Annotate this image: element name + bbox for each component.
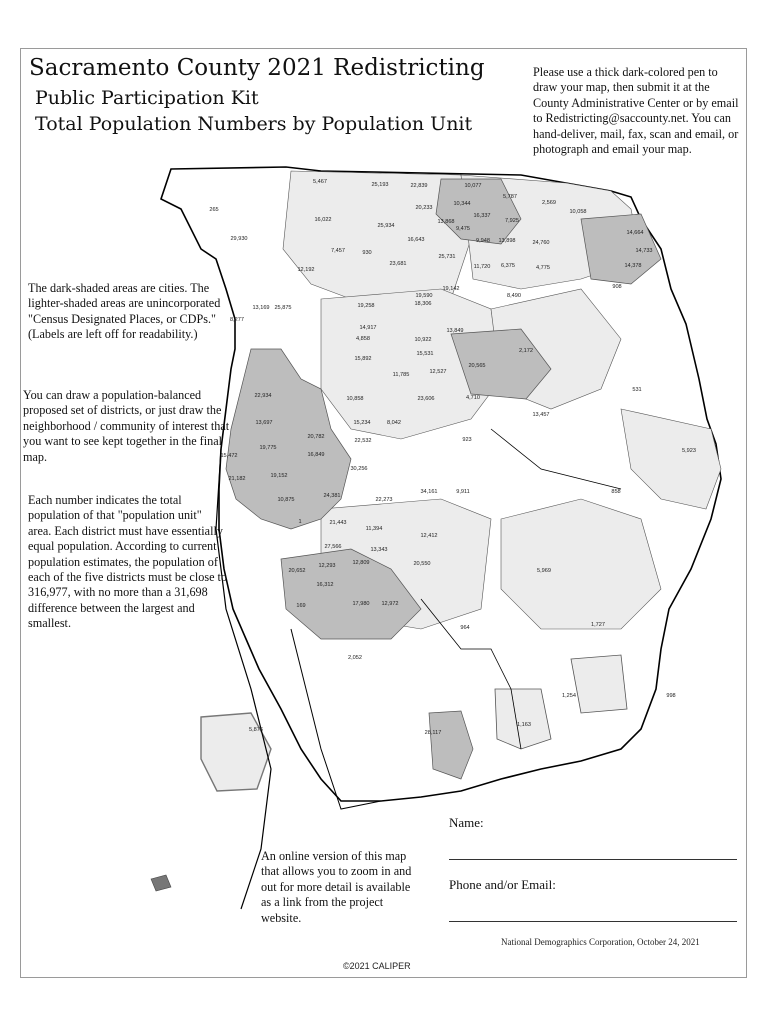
population-unit-label: 28,117 xyxy=(424,730,442,736)
population-unit-label: 15,531 xyxy=(416,351,434,357)
population-unit-label: 22,532 xyxy=(354,438,372,444)
population-unit-label: 12,972 xyxy=(381,601,399,607)
copyright-text: ©2021 CALIPER xyxy=(343,961,411,971)
draw-instructions-text: You can draw a population-balanced proposed set of districts, or just draw the neighborhood / community of interest that you want to see kept together in the final map. xyxy=(23,388,230,464)
legend-labels-text: (Labels are left off for readability.) xyxy=(28,327,198,342)
population-unit-label: 20,233 xyxy=(415,205,433,211)
population-unit-label: 8,042 xyxy=(387,420,401,426)
population-unit-label: 19,142 xyxy=(442,286,460,292)
population-unit-label: 29,930 xyxy=(230,236,248,242)
legend-note xyxy=(28,281,228,343)
population-unit-label: 6,375 xyxy=(501,263,515,269)
population-unit-label: 13,849 xyxy=(446,328,464,334)
population-unit-label: 34,161 xyxy=(420,489,438,495)
population-unit-label: 5,467 xyxy=(313,179,327,185)
population-unit-label: 1,254 xyxy=(562,693,576,699)
population-unit-label: 22,839 xyxy=(410,183,428,189)
population-unit-label: 12,527 xyxy=(429,369,447,375)
population-unit-label: 14,664 xyxy=(626,230,644,236)
population-unit-label: 7,457 xyxy=(331,248,345,254)
population-unit-label: 858 xyxy=(611,489,621,495)
population-unit-label: 12,412 xyxy=(420,533,438,539)
population-unit-label: 19,152 xyxy=(270,473,288,479)
population-unit-label: 531 xyxy=(632,387,642,393)
page-subtitle-kit: Public Participation Kit xyxy=(35,87,259,109)
population-unit-label: 16,849 xyxy=(307,452,325,458)
population-unit-label: 25,934 xyxy=(377,223,395,229)
population-unit-label: 8,490 xyxy=(507,293,521,299)
population-unit-label: 23,681 xyxy=(389,261,407,267)
population-unit-label: 23,606 xyxy=(417,396,435,402)
population-unit-label: 24,760 xyxy=(532,240,550,246)
population-explanation-text: Each number indicates the total population of that "population unit" area. Each district must have essentially equal population. According to current population estimates, the population of each of the five districts must be close to 316,977, with no more than a 31,698 difference between the largest and smallest. xyxy=(28,493,228,631)
population-unit-label: 12,293 xyxy=(318,563,336,569)
instructions-text: Please use a thick dark-colored pen to draw your map, then submit it at the County Administrative Center or by email to Redistricting@saccounty.net. You can hand-deliver, mail, fax, scan and email, or photograph and email your map. xyxy=(533,65,739,157)
population-unit-label: 5,787 xyxy=(503,194,517,200)
population-unit-label: 20,565 xyxy=(468,363,486,369)
population-unit-label: 5,969 xyxy=(537,568,551,574)
population-unit-label: 15,234 xyxy=(353,420,371,426)
population-unit-label: 908 xyxy=(612,284,622,290)
population-unit-label: 12,809 xyxy=(352,560,370,566)
population-unit-label: 10,058 xyxy=(569,209,587,215)
population-unit-label: 17,980 xyxy=(352,601,370,607)
population-unit-label: 16,022 xyxy=(314,217,332,223)
population-unit-label: 10,922 xyxy=(414,337,432,343)
population-unit-label: 20,550 xyxy=(413,561,431,567)
population-unit-label: 5,876 xyxy=(249,727,263,733)
page-title: Sacramento County 2021 Redistricting xyxy=(29,55,485,81)
population-unit-label: 930 xyxy=(362,250,372,256)
population-unit-label: 1,163 xyxy=(517,722,531,728)
population-unit-label: 13,457 xyxy=(532,412,550,418)
population-unit-label: 11,394 xyxy=(365,526,383,532)
population-unit-label: 4,710 xyxy=(466,395,480,401)
population-unit-label: 14,378 xyxy=(624,263,642,269)
population-unit-label: 265 xyxy=(209,207,219,213)
population-unit-label: 21,443 xyxy=(329,520,347,526)
population-unit-label: 19,775 xyxy=(259,445,277,451)
population-unit-label: 21,182 xyxy=(228,476,246,482)
population-unit-label: 24,381 xyxy=(323,493,341,499)
population-unit-label: 8,277 xyxy=(230,317,244,323)
population-unit-label: 10,875 xyxy=(277,497,295,503)
population-unit-label: 1,727 xyxy=(591,622,605,628)
population-unit-label: 18,306 xyxy=(414,301,432,307)
population-unit-label: 20,782 xyxy=(307,434,325,440)
population-unit-label: 923 xyxy=(462,437,472,443)
population-unit-label: 2,052 xyxy=(348,655,362,661)
population-unit-label: 27,566 xyxy=(324,544,342,550)
population-unit-label: 25,875 xyxy=(274,305,292,311)
population-unit-label: 25,193 xyxy=(371,182,389,188)
population-unit-label: 10,344 xyxy=(453,201,471,207)
page-subtitle-population: Total Population Numbers by Population Unit xyxy=(35,113,473,135)
cdp-southeast xyxy=(501,499,661,629)
population-unit-label: 11,720 xyxy=(473,264,491,270)
population-unit-label: 30,256 xyxy=(350,466,368,472)
population-unit-label: 964 xyxy=(460,625,470,631)
population-unit-label: 13,343 xyxy=(370,547,388,553)
population-unit-label: 1 xyxy=(298,519,302,525)
online-version-note: An online version of this map that allows you to zoom in and out for more detail is available as a link from the project website. xyxy=(261,849,412,925)
population-unit-label: 10,858 xyxy=(346,396,364,402)
population-unit-label: 16,312 xyxy=(316,582,334,588)
credit-text: National Demographics Corporation, October 24, 2021 xyxy=(501,937,700,947)
phone-email-label: Phone and/or Email: xyxy=(449,877,556,892)
population-unit-label: 25,731 xyxy=(438,254,456,260)
population-unit-label: 10,077 xyxy=(464,183,482,189)
cdp-southeast-small xyxy=(495,689,551,749)
phone-email-entry-line xyxy=(449,921,737,922)
map-sheet xyxy=(20,48,747,978)
population-unit-label: 2,172 xyxy=(519,348,533,354)
population-unit-label: 4,775 xyxy=(536,265,550,271)
population-unit-label: 16,337 xyxy=(473,213,491,219)
population-unit-label: 9,948 xyxy=(476,238,490,244)
population-unit-label: 13,697 xyxy=(255,420,273,426)
delta-island xyxy=(151,875,171,891)
population-unit-label: 9,475 xyxy=(456,226,470,232)
population-unit-label: 11,785 xyxy=(392,372,410,378)
population-unit-label: 16,643 xyxy=(407,237,425,243)
population-unit-label: 19,258 xyxy=(357,303,375,309)
name-label: Name: xyxy=(449,815,484,830)
population-unit-label: 13,898 xyxy=(498,238,516,244)
population-unit-label: 5,923 xyxy=(682,448,696,454)
population-unit-label: 169 xyxy=(296,603,306,609)
population-unit-label: 13,169 xyxy=(252,305,270,311)
population-unit-label: 22,934 xyxy=(254,393,272,399)
name-entry-line xyxy=(449,859,737,860)
cdp-southeast-small2 xyxy=(571,655,627,713)
population-unit-label: 12,192 xyxy=(297,267,315,273)
population-unit-label: 2,569 xyxy=(542,200,556,206)
population-unit-label: 22,273 xyxy=(375,497,393,503)
population-unit-label: 998 xyxy=(666,693,676,699)
population-unit-label: 19,590 xyxy=(415,293,433,299)
population-unit-label: 15,472 xyxy=(220,453,238,459)
legend-shading-text: The dark-shaded areas are cities. The lighter-shaded areas are unincorporated "Census Designated Places, or CDPs." xyxy=(28,281,221,326)
population-unit-label: 7,925 xyxy=(505,218,519,224)
population-unit-label: 4,858 xyxy=(356,336,370,342)
population-unit-label: 9,911 xyxy=(456,489,470,495)
population-unit-label: 13,868 xyxy=(437,219,455,225)
population-unit-label: 20,652 xyxy=(288,568,306,574)
population-unit-label: 14,917 xyxy=(359,325,377,331)
population-unit-label: 14,733 xyxy=(635,248,653,254)
population-unit-label: 15,892 xyxy=(354,356,372,362)
